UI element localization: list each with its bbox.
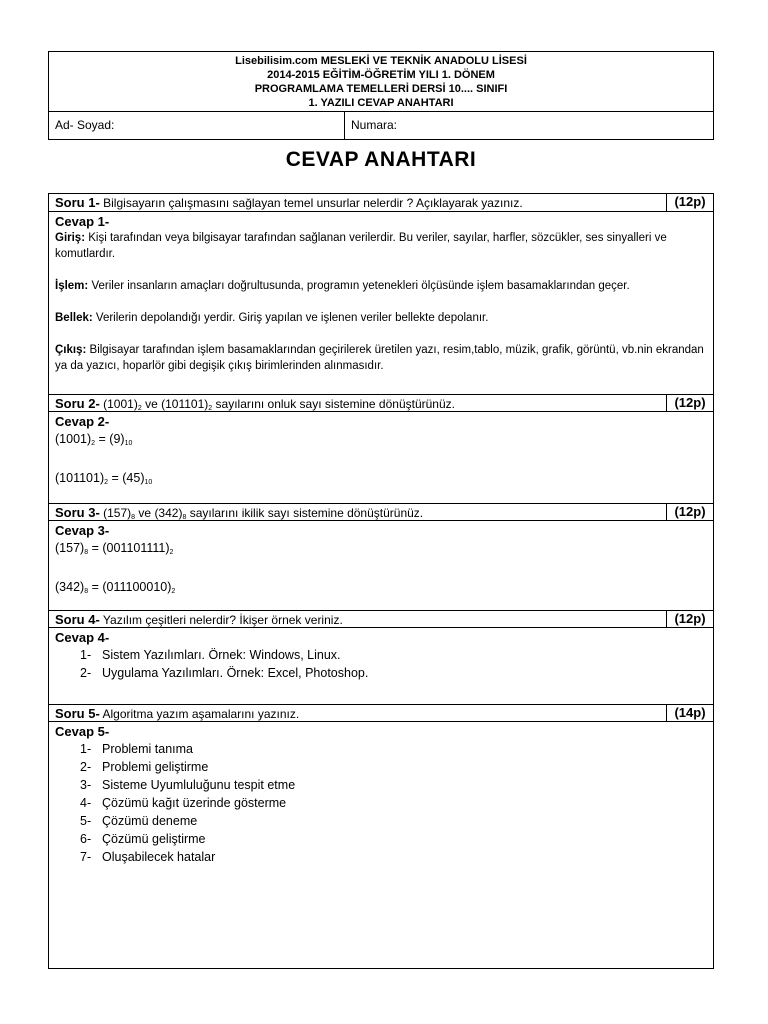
question-3-row — [49, 503, 713, 521]
answer-1-item — [55, 310, 707, 326]
a2-left: (101101) — [55, 471, 105, 485]
answer-1-item — [55, 342, 707, 374]
answer-2-line — [55, 430, 707, 453]
question-4-prompt: Yazılım çeşitleri nelerdir? İkişer örnek veriniz. — [102, 613, 343, 627]
school-name: Lisebilisim.com MESLEKİ VE TEKNİK ANADOLU LİSESİ — [235, 55, 527, 67]
list-item — [80, 848, 707, 866]
list-item — [80, 646, 707, 664]
answer-3-line — [55, 578, 707, 601]
term-output: Çıkış: — [55, 344, 87, 356]
list-item — [80, 740, 707, 758]
question-5-section — [49, 704, 713, 866]
answer-key-table — [48, 193, 714, 969]
q3-base-b: 8 — [182, 514, 187, 520]
question-4-points: (12p) — [674, 611, 706, 626]
question-3-section — [49, 503, 713, 610]
question-1-prompt: Bilgisayarın çalışmasını sağlayan temel unsurlar nelerdir ? Açıklayarak yazınız. — [103, 196, 523, 210]
list-text: Sisteme Uyumluluğunu tespit etme — [102, 778, 296, 792]
a3-result: = (011100010) — [91, 580, 172, 594]
answer-4-label: Cevap 4- — [55, 630, 110, 645]
question-1-section — [49, 194, 713, 394]
question-3-prompt: sayılarını ikilik sayı sistemine dönüştürünüz. — [189, 506, 424, 520]
q3-base-a: 8 — [131, 514, 136, 520]
list-text: Çözümü kağıt üzerinde gösterme — [102, 796, 287, 810]
question-4-section — [49, 610, 713, 704]
question-4-label: Soru 4- — [55, 612, 100, 627]
q2-number-a: (1001) — [103, 397, 138, 411]
a3-result-base: 2 — [171, 588, 176, 595]
list-number: 1- — [80, 742, 92, 756]
term-process: İşlem: — [55, 280, 89, 292]
answer-4 — [49, 628, 713, 682]
question-4-row — [49, 610, 713, 628]
question-1-label: Soru 1- — [55, 195, 100, 210]
list-number: 4- — [80, 796, 92, 810]
term-memory: Bellek: — [55, 312, 93, 324]
answer-5 — [49, 722, 713, 866]
page-title: CEVAP ANAHTARI — [285, 148, 477, 171]
answer-3-label: Cevap 3- — [55, 523, 110, 538]
list-item — [80, 794, 707, 812]
term-memory-text: Verilerin depolandığı yerdir. Giriş yapılan ve işlenen veriler bellekte depolanır. — [95, 312, 489, 324]
question-3-label: Soru 3- — [55, 505, 100, 520]
a2-result: = (9) — [98, 432, 125, 446]
question-2-label: Soru 2- — [55, 396, 100, 411]
answer-5-label: Cevap 5- — [55, 724, 110, 739]
q3-number-b: (342) — [154, 506, 183, 520]
header-title-block — [49, 52, 713, 112]
a2-result-base: 10 — [144, 479, 153, 486]
term-input-text: Kişi tarafından veya bilgisayar tarafından sağlanan verilerdir. Bu veriler, sayılar, harfler, sözcükler, ses sinyalleri ve komutlardır. — [55, 232, 667, 260]
question-5-row — [49, 704, 713, 722]
a3-left-base: 8 — [84, 588, 89, 595]
answer-3 — [49, 521, 713, 601]
q3-and: ve — [138, 506, 152, 520]
a3-left: (342) — [55, 580, 85, 594]
list-item — [80, 830, 707, 848]
term-input: Giriş: — [55, 232, 86, 244]
a2-left-base: 2 — [91, 440, 96, 447]
question-2-section — [49, 394, 713, 503]
answer-4-list — [55, 646, 707, 682]
exam-header — [48, 51, 714, 140]
question-3-text — [49, 504, 667, 520]
q2-base-b: 2 — [208, 405, 213, 411]
list-item — [80, 776, 707, 794]
term-output-text: Bilgisayar tarafından işlem basamaklarından geçirilerek üretilen yazı, resim,tablo, müzik, grafik, görüntü, vb.nin ekrandan ya da yazıcı, hoparlör gibi degişik çıkış birimlerinden alınmasıdır. — [55, 344, 704, 372]
term-process-text: Veriler insanların amaçları doğrultusunda, programın yetenekleri ölçüsünde işlem basamaklarından geçer. — [91, 280, 630, 292]
q3-number-a: (157) — [103, 506, 132, 520]
answer-1-label: Cevap 1- — [55, 214, 110, 229]
answer-1 — [49, 212, 713, 374]
exam-name: 1. YAZILI CEVAP ANAHTARI — [308, 97, 454, 109]
list-number: 3- — [80, 778, 92, 792]
question-2-text — [49, 395, 667, 411]
a2-result: = (45) — [111, 471, 145, 485]
list-item — [80, 758, 707, 776]
question-2-points: (12p) — [674, 395, 706, 410]
list-text: Problemi tanıma — [102, 742, 194, 756]
list-item — [80, 664, 707, 682]
list-text: Çözümü deneme — [102, 814, 198, 828]
list-number: 2- — [80, 760, 92, 774]
question-5-text — [49, 705, 667, 721]
answer-2-label: Cevap 2- — [55, 414, 110, 429]
list-text: Sistem Yazılımları. Örnek: Windows, Linux. — [102, 648, 341, 662]
list-number: 5- — [80, 814, 92, 828]
a3-result: = (001101111) — [91, 541, 170, 555]
list-number: 1- — [80, 648, 92, 662]
answer-2-line — [55, 469, 707, 492]
question-1-row — [49, 194, 713, 212]
answer-5-list — [55, 740, 707, 866]
question-2-row — [49, 394, 713, 412]
question-2-prompt: sayılarını onluk sayı sistemine dönüştürünüz. — [215, 397, 455, 411]
list-text: Uygulama Yazılımları. Örnek: Excel, Photoshop. — [102, 666, 369, 680]
a3-result-base: 2 — [169, 549, 174, 556]
course-name: PROGRAMLAMA TEMELLERİ DERSİ 10.... SINIFI — [254, 83, 508, 95]
list-item — [80, 812, 707, 830]
list-number: 7- — [80, 850, 92, 864]
question-3-points: (12p) — [674, 504, 706, 519]
answer-2 — [49, 412, 713, 492]
a3-left-base: 8 — [84, 549, 89, 556]
answer-3-line — [55, 539, 707, 562]
a2-left-base: 2 — [104, 479, 109, 486]
question-1-points: (12p) — [674, 194, 706, 209]
student-info-row — [49, 112, 713, 139]
q2-and: ve — [145, 397, 158, 411]
answer-1-item — [55, 278, 707, 294]
list-text: Çözümü geliştirme — [102, 832, 206, 846]
question-1-text — [49, 194, 667, 211]
answer-1-item — [55, 230, 707, 262]
q2-number-b: (101101) — [161, 397, 209, 411]
a2-result-base: 10 — [124, 440, 133, 447]
list-text: Problemi geliştirme — [102, 760, 209, 774]
name-field: Ad- Soyad: — [49, 112, 345, 139]
question-5-points: (14p) — [674, 705, 706, 720]
list-number: 6- — [80, 832, 92, 846]
a3-left: (157) — [55, 541, 85, 555]
number-field: Numara: — [351, 118, 398, 132]
list-text: Oluşabilecek hatalar — [102, 850, 216, 864]
question-5-prompt: Algoritma yazım aşamalarını yazınız. — [102, 707, 300, 721]
a2-left: (1001) — [55, 432, 92, 446]
question-4-text — [49, 611, 667, 627]
q2-base-a: 2 — [137, 405, 142, 411]
academic-year: 2014-2015 EĞİTİM-ÖĞRETİM YILI 1. DÖNEM — [267, 69, 495, 81]
question-5-label: Soru 5- — [55, 706, 100, 721]
list-number: 2- — [80, 666, 92, 680]
